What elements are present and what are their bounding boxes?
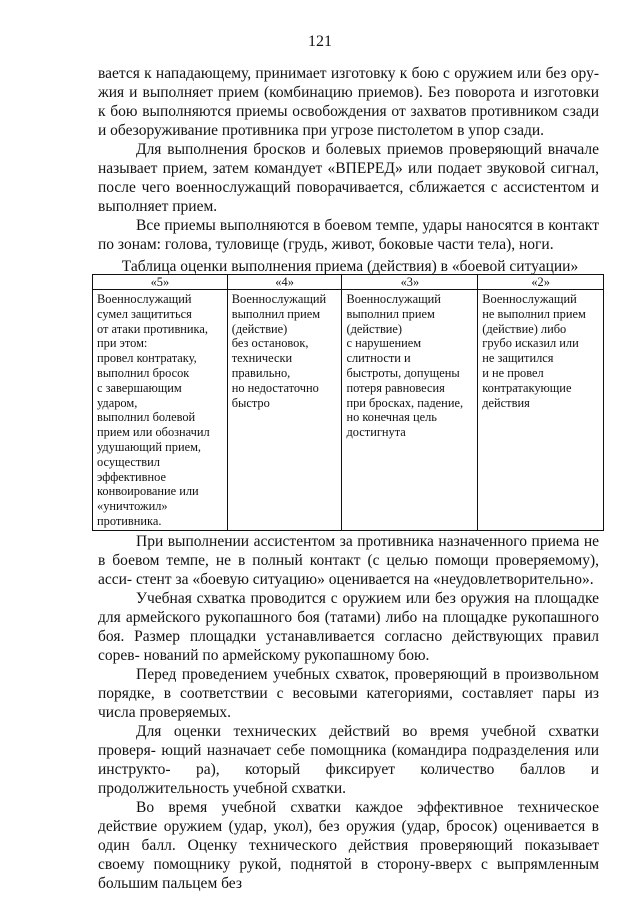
bottom-text-block	[98, 532, 599, 893]
grade-5-criteria: Военнослужащий сумел защититься от атаки противника, при этом: провел контратаку, выполнил бросок с завершающим ударом, выполнил болевой прием или обозначил удушающий прием, осуществил эффективное конвоирование или «уничтожил» противника.	[93, 290, 228, 531]
grade-2-criteria: Военнослужащий не выполнил прием (действие) либо грубо исказил или не защитился и не провел контратакующие действия	[478, 290, 604, 531]
paragraph: При выполнении ассистентом за противника назначенного приема не в боевом темпе, не в полный контакт (с целью помощи проверяемому), асси- стент за «боевую ситуацию» оценивается на «неудовлетворительно».	[98, 533, 599, 588]
table-row	[93, 290, 604, 531]
grade-4-criteria: Военнослужащий выполнил прием (действие) без остановок, технически правильно, но недостаточно быстро	[227, 290, 342, 531]
grade-header-4: «4»	[227, 275, 342, 290]
table-caption: Таблица оценки выполнения приема (действия) в «боевой ситуации»	[121, 258, 579, 275]
grade-header-2: «2»	[478, 275, 604, 290]
grade-3-criteria: Военнослужащий выполнил прием (действие) с нарушением слитности и быстроты, допущены потеря равновесия при бросках, падение, но конечная цель достигнута	[342, 290, 478, 531]
paragraph: Во время учебной схватки каждое эффективное техническое действие оружием (удар, укол), без оружия (удар, бросок) оценивается в один балл. Оценку технического действия проверяющий показывает своему помощнику рукой, поднятой в сторону-вверх с выпрямленным большим пальцем без	[98, 799, 600, 892]
grade-header-3: «3»	[342, 275, 478, 290]
paragraph: Учебная схватка проводится с оружием или без оружия на площадке для армейского рукопашного боя (татами) либо на площадке рукопашного боя. Размер площадки устанавливается согласно действующих правил сорев- нований по армейскому рукопашному бою.	[98, 590, 599, 664]
paragraph: Для выполнения бросков и болевых приемов проверяющий вначале называет прием, затем командует «ВПЕРЕД» или подает звуковой сигнал, после чего военнослужащий поворачивается, сближается с ассистентом и выполняет прием.	[98, 141, 599, 215]
table-header-row	[93, 275, 604, 290]
page-number: 121	[308, 33, 332, 50]
paragraph: Все приемы выполняются в боевом темпе, удары наносятся в контакт по зонам: голова, туловище (грудь, живот, боковые части тела), ноги.	[98, 217, 599, 253]
paragraph: Для оценки технических действий во время учебной схватки проверя- ющий назначает себе помощника (командира подразделения или инструкто- ра), который фиксирует количество баллов и продолжительность учебной схватки.	[98, 723, 600, 797]
top-text-block	[98, 64, 599, 254]
grade-header-5: «5»	[93, 275, 228, 290]
paragraph: Перед проведением учебных схваток, проверяющий в произвольном порядке, в соответствии с весовыми категориями, составляет пары из числа проверяемых.	[98, 666, 599, 721]
paragraph: вается к нападающему, принимает изготовку к бою с оружием или без ору- жия и выполняет прием (комбинацию приемов). Без поворота и изготовки к бою выполняются приемы освобождения от захватов противником сзади и обезоруживание противника при угрозе пистолетом в упор сзади.	[98, 65, 599, 139]
grade-table	[92, 274, 604, 531]
